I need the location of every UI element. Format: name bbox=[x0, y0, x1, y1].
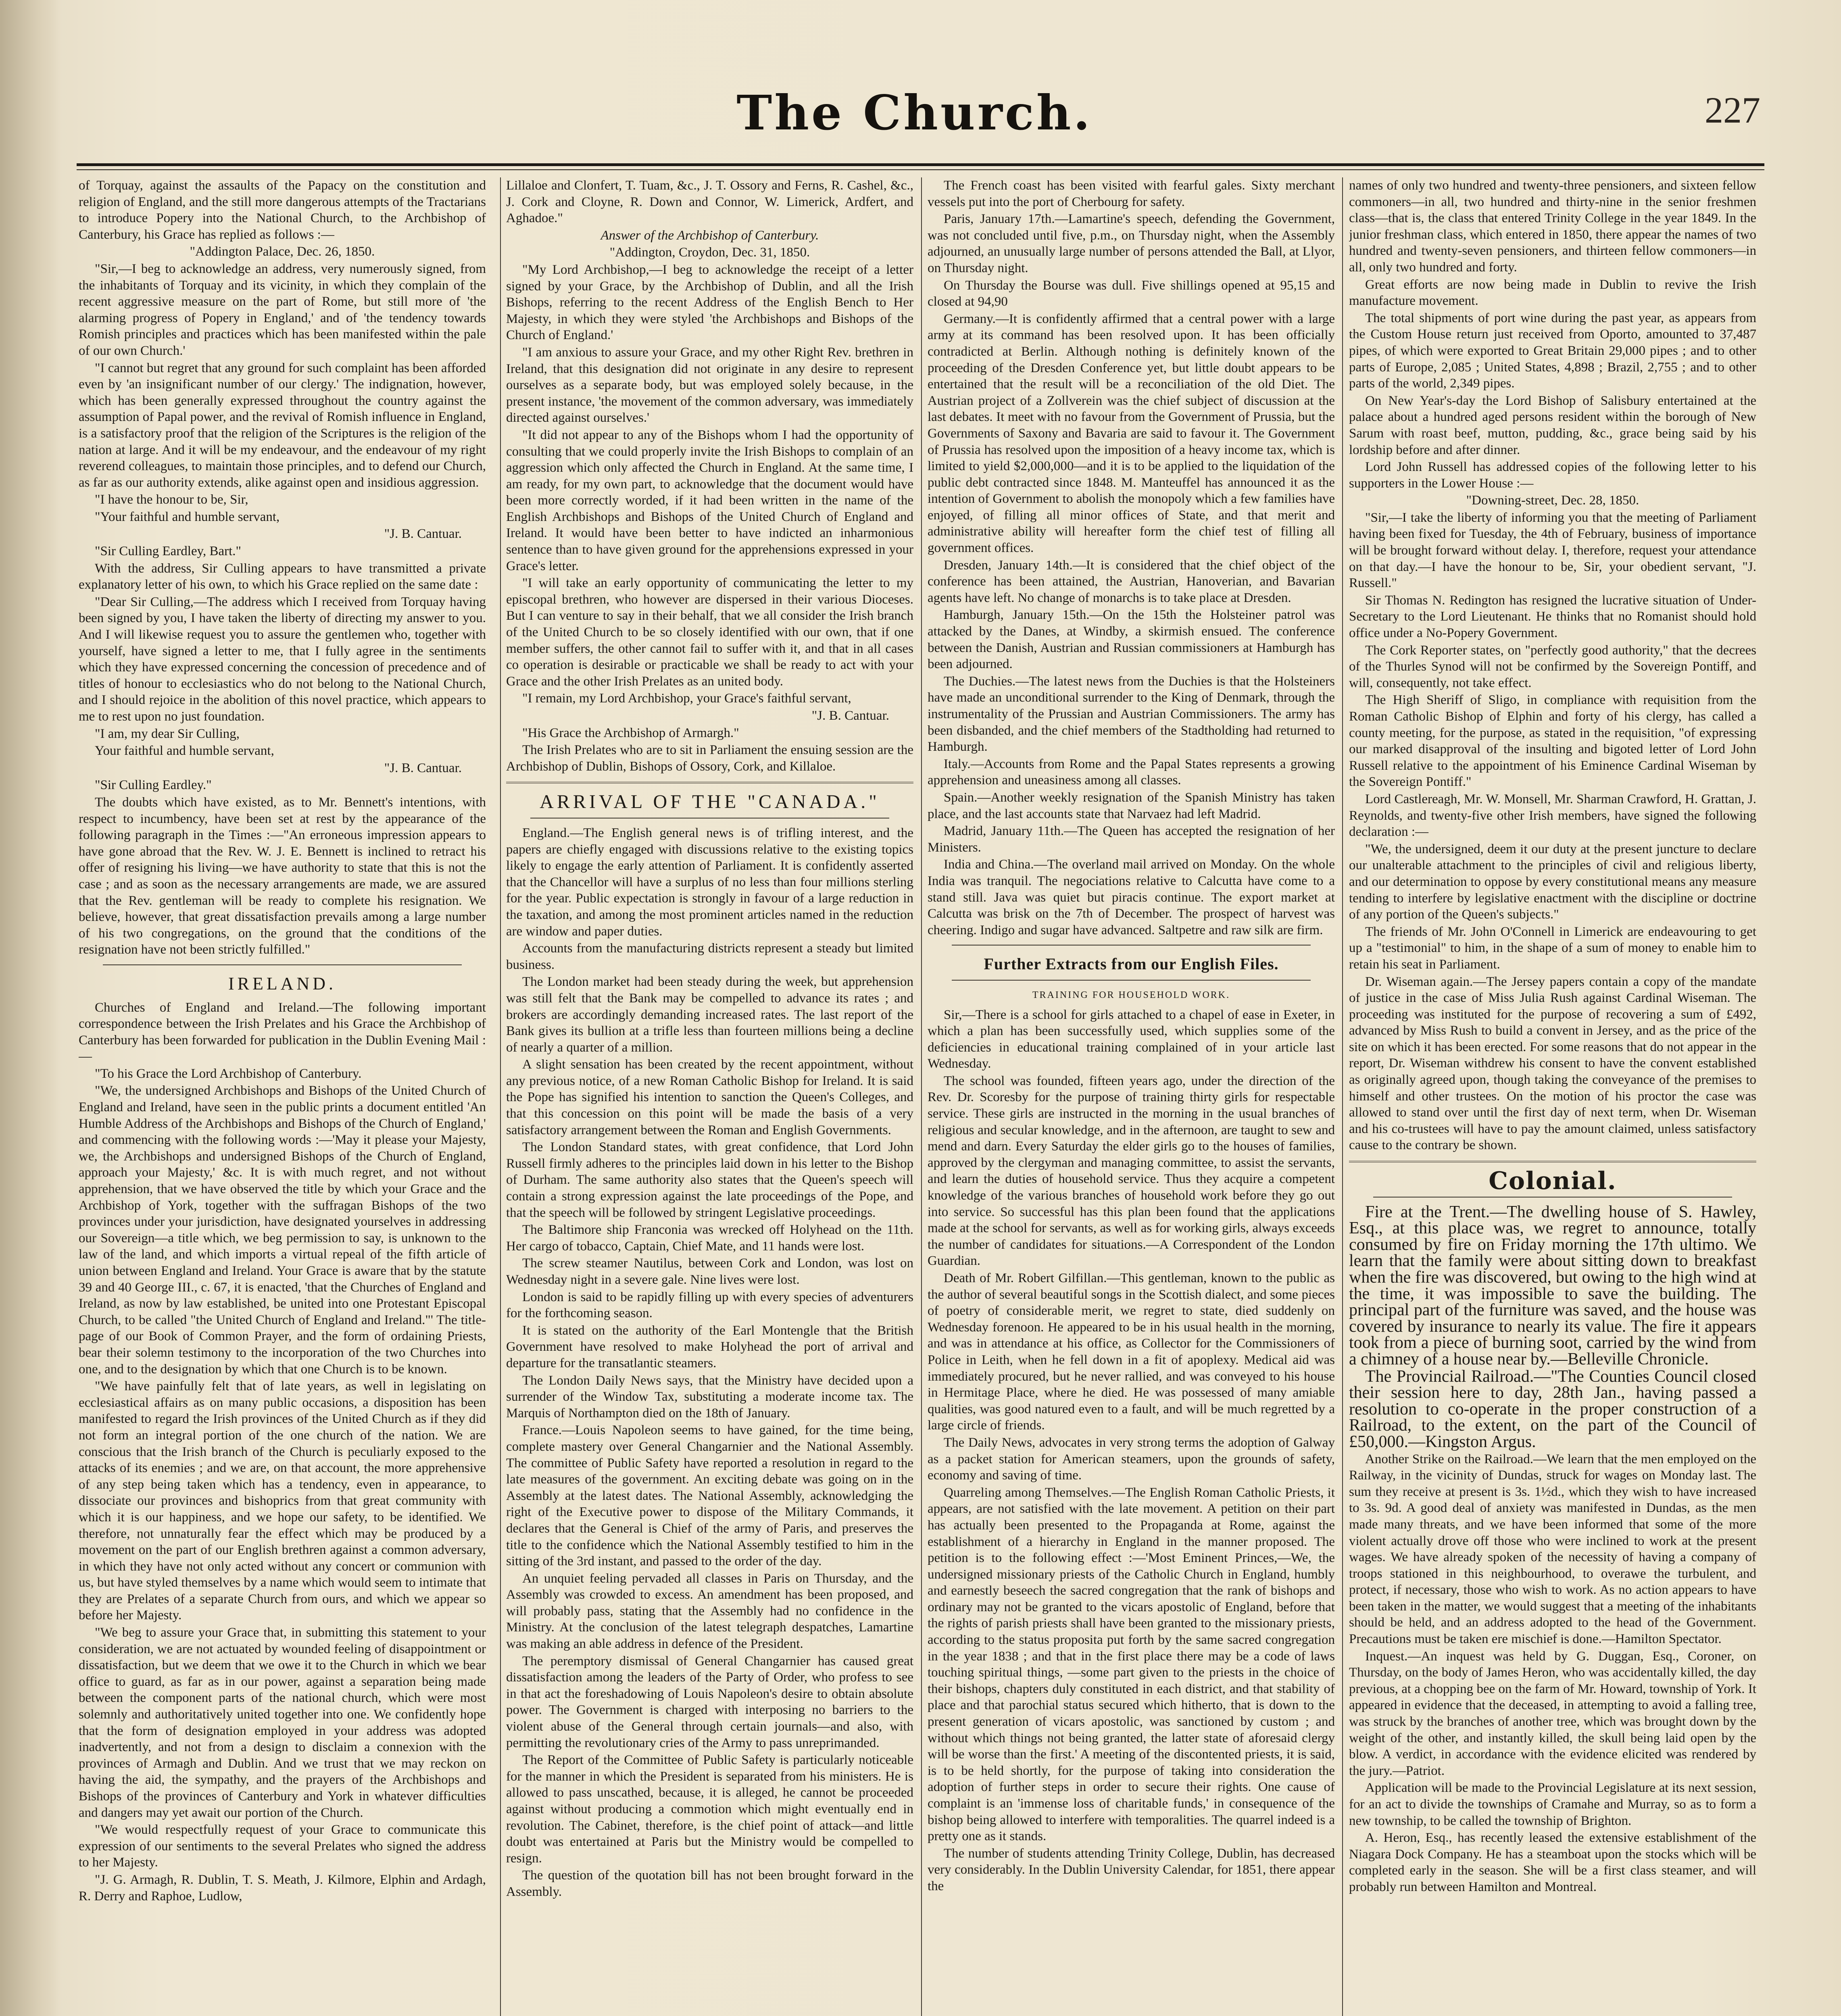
section-rule bbox=[952, 945, 1311, 946]
addressee: "His Grace the Archbishop of Armargh." bbox=[522, 725, 739, 740]
paragraph: The school was founded, fifteen years ago, under the direction of the Rev. Dr. Scoresby for the purpose of training thirty girls for respectable service. These girls are instructed in the morning in the usual branches of religious and secular knowledge, and in the afternoon, are taught to sew and mend and darn. Every Saturday the elder girls go to the houses of families, approved by the clergyman and managing committee, to assist the servants, and learn the duties of household service. Thus they acquire a competent knowledge of the various branches of household work before they go out into service. So successful has this plan been found that the applications made at the school for servants, as well as for working girls, always exceeds the number of candidates for situations.—A Correspondent of the London Guardian. bbox=[928, 1073, 1335, 1268]
paragraph: "We have painfully felt that of late years, as well in legislating on ecclesiastical affairs as on many public occasions, a disposition has been manifested to regard the Irish provinces of the United Church as if they did not form an integral portion of the one church of the nation. We are conscious that the Irish branch of the Church is peculiarly exposed to the attacks of its enemies ; and we are, on that account, the more apprehensive of any step being taken which has a tendency, even in appearance, to dissociate our provinces and bishoprics from that great community with which it is our happiness, and we hope our safety, to be identified. We therefore, not unnaturally fear the effect which may be produced by a movement on the part of our English brethren against a common adversary, in which they have not only acted without any concert or communion with us, but have styled themselves by a name which would seem to intimate that they are Prelates of a separate Church from ours, and which we appear so before her Majesty. bbox=[79, 1379, 486, 1623]
signature: "J. B. Cantuar. bbox=[811, 708, 889, 723]
paragraph: "I remain, my Lord Archbishop, your Grace's faithful servant, bbox=[522, 691, 851, 706]
column-4 bbox=[1349, 177, 1756, 2016]
paragraph: With the address, Sir Culling appears to have transmitted a private explanatory letter of his own, to which his Grace replied on the same date : bbox=[79, 561, 486, 592]
paragraph: England.—The English general news is of trifling interest, and the papers are chiefly engaged with discussions relative to the existing topics likely to engage the early attention of Parliament. It is confidently asserted that the Chancellor will have a surplus of no less than four millions sterling for the year. Public expectation is strongly in favour of a large reduction in the taxation, and among the most prominent articles named in the reduction are window and paper duties. bbox=[506, 825, 913, 939]
paragraph: The question of the quotation bill has not been brought forward in the Assembly. bbox=[506, 1868, 913, 1899]
paragraph: The Irish Prelates who are to sit in Parliament the ensuing session are the Archbishop of Dublin, Bishops of Ossory, Cork, and Killaloe. bbox=[506, 743, 913, 774]
paragraph: "We, the undersigned, deem it our duty at the present juncture to declare our unalterable attachment to the principles of civil and religious liberty, and our determination to oppose by every constitutional means any measure tending to interfere by legislative enactment with the discipline or doctrine of any portion of the Queen's subjects." bbox=[1349, 841, 1756, 922]
page-number: 227 bbox=[1705, 90, 1760, 131]
paragraph: "My Lord Archbishop,—I beg to acknowledge the receipt of a letter signed by your Grace, by the Archbishop of Dublin, and all the Irish Bishops, referring to the recent Address of the English Bench to Her Majesty, in which they were styled 'the Archbishops and Bishops of the Church of England.' bbox=[506, 262, 913, 343]
dateline: "Downing-street, Dec. 28, 1850. bbox=[1466, 493, 1639, 508]
paragraph: "We beg to assure your Grace that, in submitting this statement to your consideration, we are not actuated by wounded feeling of disappointment or dissatisfaction, but we deem that we owe it to the Church in which we bear office to guard, as far as in our power, against a separation being made between the component parts of the national church, which were most solemnly and authoritatively united together into one. We confidently hope that the form of designation employed in your address was adopted inadvertently, and not from a design to disclaim a connexion with the provinces of Armagh and Dublin. And we trust that we may reckon on having the aid, the sympathy, and the prayers of the Archbishops and Bishops of the provinces of Canterbury and York in whatever difficulties and dangers may yet await our portion of the Church. bbox=[79, 1625, 486, 1820]
paragraph: "I will take an early opportunity of communicating the letter to my episcopal brethren, who however are dispersed in their various Dioceses. But I can venture to say in their behalf, that we all consider the Irish branch of the United Church to be so closely identified with our own, that if one member suffers, the other cannot fail to suffer with it, and that in all cases co operation is desirable or practicable we shall be ready to act with your Grace and the other Irish Prelates as an united body. bbox=[506, 576, 913, 689]
paragraph: Dr. Wiseman again.—The Jersey papers contain a copy of the mandate of justice in the case of Miss Julia Rush against Cardinal Wiseman. The proceeding was instituted for the purpose of recovering a sum of £492, advanced by Miss Rush to build a convent in Jersey, and as the price of the site on which it has been erected. For some reasons that do not appear in the report, Dr. Wiseman withdrew his consent to have the convent established as originally agreed upon, though taking the conveyance of the premises to himself and other trustees. On the motion of his proctor the case was allowed to stand over until the first day of next term, when Dr. Wiseman and his co-trustees will have to pay the amount claimed, unless satisfactory cause to the contrary be shown. bbox=[1349, 974, 1756, 1153]
section-heading-colonial: Colonial. bbox=[1489, 1167, 1617, 1195]
paragraph: Germany.—It is confidently affirmed that a central power with a large army at its command has been resolved upon. It has been officially contradicted at Berlin. Although nothing is definitely known of the proceeding of the Dresden Conference yet, but little doubt appears to be entertained that the result will be a reconciliation of the old Diet. The Austrian project of a Zollverein was the chief subject of discussion at the last debates. It meet with no favour from the Government of Prussia, but the Governments of Saxony and Bavaria are said to favour it. The Government of Prussia has resolved upon the imposition of a heavy income tax, which is limited to yield $2,000,000—and it is to be applied to the liquidation of the public debt contracted since 1848. M. Manteuffel has announced it as the intention of Government to abolish the monopoly which a few families have enjoyed, of filling all minor offices of State, and that merit and administrative ability will hereafter form the chief test of filling all government offices. bbox=[928, 311, 1335, 556]
section-heading-canada: ARRIVAL OF THE "CANADA." bbox=[540, 791, 880, 813]
column-3 bbox=[928, 177, 1335, 2016]
paragraph: The Duchies.—The latest news from the Duchies is that the Holsteiners have made an unconditional surrender to the King of Denmark, through the instrumentality of the Prussian and Austrian Commissioners. The army has been disbanded, and the chief members of the Stadtholding had returned to Hamburgh. bbox=[928, 674, 1335, 754]
paragraph: Great efforts are now being made in Dublin to revive the Irish manufacture movement. bbox=[1349, 277, 1756, 308]
signatories: "J. G. Armagh, R. Dublin, T. S. Meath, J. Kilmore, Elphin and Ardagh, R. Derry and Raphoe, Ludlow, bbox=[79, 1872, 486, 1904]
paragraph: India and China.—The overland mail arrived on Monday. On the whole India was tranquil. The negociations relative to Calcutta have come to a stand still. Java was quiet but piracis continue. The export market at Calcutta was brisk on the 7th of December. The prospect of harvest was cheering. Indigo and sugar have advanced. Saltpetre and raw silk are firm. bbox=[928, 857, 1335, 937]
letter-closing: Your faithful and humble servant, bbox=[95, 744, 274, 758]
paragraph: A. Heron, Esq., has recently leased the extensive establishment of the Niagara Dock Company. He has a steamboat upon the stocks which will be completed early in the season. She will be a first class steamer, and will probably run between Hamilton and Montreal. bbox=[1349, 1831, 1756, 1894]
section-rule bbox=[1349, 1161, 1756, 1162]
paragraph: Sir,—There is a school for girls attached to a chapel of ease in Exeter, in which a plan has been successfully used, which supplies some of the deficiencies in educational training complained of in your article last Wednesday. bbox=[928, 1007, 1335, 1071]
section-rule bbox=[506, 782, 913, 783]
paragraph: Quarreling among Themselves.—The English Roman Catholic Priests, it appears, are not satisfied with the late movement. A petition on their part has actually been presented to the Propaganda at Rome, against the establishment of a hierarchy in England in the manner proposed. The petition is to the following effect :—'Most Eminent Princes,—We, the undersigned missionary priests of the Catholic Church in England, humbly and earnestly beseech the sacred congregation that the rank of bishops and ordinary may not be granted to the vicars apostolic of England, before that the rights of parish priests shall have been granted to the missionary priests, according to the status proposita put forth by the same sacred congregation in the year 1838 ; and that in the first place there may be a code of laws touching spiritual things, —some part given to the priests in the choice of their bishops, chapters duly constituted in each district, and that stability of place and that parochial status secured which hitherto, that is down to the present generation of vicars apostolic, was sanctioned by custom ; and without which things not being granted, the latter state of aforesaid clergy will be worse than the first.' A meeting of the discontented priests, it is said, is to be held shortly, for the purpose of taking into consideration the adoption of further steps in order to secure their rights. One cause of complaint is an 'immense loss of charitable funds,' in consequence of the bishop being allowed to interfere with temporalities. The quarrel indeed is a pretty one as it stands. bbox=[928, 1485, 1335, 1844]
subheading-answer: Answer of the Archbishop of Canterbury. bbox=[600, 228, 819, 243]
paragraph: Inquest.—An inquest was held by G. Duggan, Esq., Coroner, on Thursday, on the body of James Heron, who was accidentally killed, the day previous, at a chopping bee on the farm of Mr. Howard, township of York. It appeared in evidence that the deceased, in attempting to avoid a falling tree, was struck by the branches of another tree, which was brought down by the weight of the other, and instantly killed, the skull being laid open by the blow. A verdict, in accordance with the evidence elicited was rendered by the jury.—Patriot. bbox=[1349, 1649, 1756, 1778]
column-1 bbox=[79, 177, 486, 2016]
paragraph: Another Strike on the Railroad.—We learn that the men employed on the Railway, in the vicinity of Dundas, struck for wages on Monday last. The sum they receive at present is 3s. 1½d., which they wish to have increased to 3s. 9d. A good deal of anxiety was manifested in Dundas, as the men made many threats, and we have been informed that some of the more violent actually drove off those who were inclined to work at the present wages. We have already spoken of the necessity of having a company of troops stationed in this neighbourhood, to overawe the turbulent, and protect, if necessary, those who wish to work. As no action appears to have been taken in the matter, we would suggest that a meeting of the inhabitants should be held, and an address adopted to the head of the Government. Precautions must be taken ere mischief is done.—Hamilton Spectator. bbox=[1349, 1452, 1756, 1647]
paragraph: On Thursday the Bourse was dull. Five shillings opened at 95,15 and closed at 94,90 bbox=[928, 278, 1335, 309]
paragraph: "Sir,—I beg to acknowledge an address, very numerously signed, from the inhabitants of Torquay and its vicinity, in which they complain of the recent aggressive measure on the part of Rome, but still more of 'the alarming progress of Popery in England,' and of 'the tendency towards Romish principles and practices which has been manifested within the pale of our own Church.' bbox=[79, 261, 486, 358]
dateline: "Addington Palace, Dec. 26, 1850. bbox=[190, 244, 375, 259]
paragraph: Churches of England and Ireland.—The following important correspondence between the Irish Prelates and his Grace the Archbishop of Canterbury has been forwarded for publication in the Dublin Evening Mail :— bbox=[79, 1000, 486, 1064]
paragraph: Lord John Russell has addressed copies of the following letter to his supporters in the Lower House :— bbox=[1349, 460, 1756, 491]
addressee: "Sir Culling Eardley, Bart." bbox=[95, 544, 241, 559]
dateline: "Addington, Croydon, Dec. 31, 1850. bbox=[609, 245, 810, 260]
section-heading-ireland: IRELAND. bbox=[228, 973, 337, 993]
section-rule bbox=[1373, 1197, 1732, 1198]
letter-closing: "Your faithful and humble servant, bbox=[95, 509, 280, 524]
paragraph: "I cannot but regret that any ground for such complaint has been afforded even by 'an insignificant number of our clergy.' The indignation, however, which has been generally expressed throughout the country against the assumption of Papal power, and the revival of Romish influence in England, is a satisfactory proof that the religion of the Scriptures is the religion of the nation at large. And it will be my endeavour, and the endeavour of my right reverend colleagues, to maintain those principles, and to defend our Church, as far as our authority extends, alike against open and insidious aggression. bbox=[79, 360, 486, 490]
paragraph: "Sir,—I take the liberty of informing you that the meeting of Parliament having been fixed for Tuesday, the 4th of February, business of importance will be brought forward without delay. I, therefore, request your attendance on that day.—I have the honour to be, Sir, your obedient servant, "J. Russell." bbox=[1349, 510, 1756, 591]
paragraph: Italy.—Accounts from Rome and the Papal States represents a growing apprehension and uneasiness among all classes. bbox=[928, 756, 1335, 788]
paragraph: Sir Thomas N. Redington has resigned the lucrative situation of Under-Secretary to the Lord Lieutenant. He thinks that no Romanist should hold office under a No-Popery Government. bbox=[1349, 593, 1756, 641]
article-columns bbox=[79, 177, 1760, 2016]
newspaper-title: The Church. bbox=[736, 85, 1093, 141]
paragraph: Fire at the Trent.—The dwelling house of S. Hawley, Esq., at this place was, we regret to announce, totally consumed by fire on Friday morning the 17th ultimo. We learn that the family were about sitting down to breakfast when the fire was discovered, but owing to the high wind at the time, it was impossible to save the building. The principal part of the furniture was saved, and the house was covered by insurance to nearly its value. The fire it appears took from a piece of burning soot, carried by the wind from a chimney of a house near by.—Belleville Chronicle. bbox=[1349, 1202, 1756, 1368]
paragraph: Spain.—Another weekly resignation of the Spanish Ministry has taken place, and the last accounts state that Narvaez had left Madrid. bbox=[928, 790, 1335, 821]
paragraph: The screw steamer Nautilus, between Cork and London, was lost on Wednesday night in a severe gale. Nine lives were lost. bbox=[506, 1256, 913, 1287]
subheading bbox=[506, 227, 913, 244]
paragraph: Application will be made to the Provincial Legislature at its next session, for an act to divide the townships of Cramahe and Murray, so as to form a new township, to be called the township of Brighton. bbox=[1349, 1781, 1756, 1828]
paragraph: The doubts which have existed, as to Mr. Bennett's intentions, with respect to incumbency, have been set at rest by the appearance of the following paragraph in the Times :—"An erroneous impression appears to have gone abroad that the Rev. W. J. E. Bennett is inclined to retract his offer of resigning his living—we have authority to state that this is not the case ; and as soon as the necessary arrangements are made, we are assured that the Rev. gentleman will be ready to complete his resignation. We believe, however, that great dissatisfaction prevails among a large number of his two congregations, on the ground that the conditions of the resignation have not been strictly fulfilled." bbox=[79, 795, 486, 957]
column-2 bbox=[506, 177, 913, 2016]
signature: "J. B. Cantuar. bbox=[384, 760, 462, 775]
paragraph: Paris, January 17th.—Lamartine's speech, defending the Government, was not concluded until five, p.m., on Thursday night, when the Assembly adjourned, an unusually large number of persons attended the Ball, at Llyor, on Thursday night. bbox=[928, 212, 1335, 275]
paragraph: "We would respectfully request of your Grace to communicate this expression of our sentiments to the several Prelates who signed the address to her Majesty. bbox=[79, 1822, 486, 1870]
masthead bbox=[69, 85, 1760, 161]
paragraph: The total shipments of port wine during the past year, as appears from the Custom House return just received from Oporto, amounted to 37,487 pipes, of which were exported to Great Britain 29,000 pipes ; and to other parts of Europe, 2,085 ; United States, 4,898 ; Brazil, 2,755 ; and to other parts of the world, 2,349 pipes. bbox=[1349, 310, 1756, 391]
paragraph: A slight sensation has been created by the recent appointment, without any previous notice, of a new Roman Catholic Bishop for Ireland. It is said the Pope has signified his intention to sanction the Queen's Colleges, and that this concession on this point will be made the basis of a very satisfactory arrangement between the Roman and English Governments. bbox=[506, 1057, 913, 1137]
paragraph: The High Sheriff of Sligo, in compliance with requisition from the Roman Catholic Bishop of Elphin and forty of his clergy, has called a county meeting, for the purpose, as stated in the requisition, "of expressing our marked disapproval of the insulting and bigoted letter of Lord John Russell relative to the appointment of his Eminence Cardinal Wiseman by the Sovereign Pontiff." bbox=[1349, 693, 1756, 789]
paragraph: The Cork Reporter states, on "perfectly good authority," that the decrees of the Thurles Synod will not be confirmed by the Sovereign Pontiff, and will, consequently, not take effect. bbox=[1349, 643, 1756, 690]
page-gutter-shadow bbox=[0, 0, 60, 2016]
letter-closing: "I have the honour to be, Sir, bbox=[95, 492, 248, 507]
paragraph: An unquiet feeling pervaded all classes in Paris on Thursday, and the Assembly was crowded to excess. An amendment has been proposed, and will probably pass, stating that the Assembly had no confidence in the Ministry. At the conclusion of the latest telegraph despatches, Lamartine was making an able address in defence of the President. bbox=[506, 1571, 913, 1652]
paragraph: Hamburgh, January 15th.—On the 15th the Holsteiner patrol was attacked by the Danes, at Windby, a skirmish ensued. The conference between the Danish, Austrian and Russian commissioners at Hamburgh has been adjourned. bbox=[928, 608, 1335, 672]
paragraph: The Baltimore ship Franconia was wrecked off Holyhead on the 11th. Her cargo of tobacco, Captain, Chief Mate, and 11 hands were lost. bbox=[506, 1223, 913, 1254]
signature: "J. B. Cantuar. bbox=[384, 527, 462, 541]
paragraph: Dresden, January 14th.—It is considered that the chief object of the conference has been attained, the Austrian, Hanoverian, and Bavarian agents have left. No change of monarchs is to take place at Dresden. bbox=[928, 558, 1335, 605]
signatories: Lillaloe and Clonfert, T. Tuam, &c., J. T. Ossory and Ferns, R. Cashel, &c., J. Cork and Cloyne, R. Down and Connor, W. Limerick, Ardfert, and Aghadoe." bbox=[506, 178, 913, 226]
paragraph: The London market had been steady during the week, but apprehension was still felt that the Bank may be compelled to advance its rates ; and brokers are accordingly demanding increased rates. The last report of the Bank gives its bullion at a trifle less than fourteen millions being a decline of nearly a quarter of a million. bbox=[506, 975, 913, 1055]
paragraph: Madrid, January 11th.—The Queen has accepted the resignation of her Ministers. bbox=[928, 824, 1335, 855]
paragraph: The London Standard states, with great confidence, that Lord John Russell firmly adheres to the principles laid down in his letter to the Bishop of Durham. The same authority also states that the Queen's speech will contain a strong expression against the late proceedings of the Pope, and that the speech will be followed by stringent Legislative proceedings. bbox=[506, 1140, 913, 1220]
paragraph: The Daily News, advocates in very strong terms the adoption of Galway as a packet station for American steamers, upon the grounds of safety, economy and saving of time. bbox=[928, 1435, 1335, 1483]
paragraph: Death of Mr. Robert Gilfillan.—This gentleman, known to the public as the author of several beautiful songs in the Scottish dialect, and some pieces of poetry of considerable merit, we regret to state, died suddenly on Wednesday forenoon. He appeared to be in his usual health in the morning, and was in attendance at his office, as Collector for the Commissioners of Police in Leith, when he fell down in a fit of apoplexy. Medical aid was immediately procured, but he never rallied, and was conveyed to his house in Hermitage Place, where he died. He was possessed of many amiable qualities, was good natured even to a fault, and will be much regretted by a large circle of friends. bbox=[928, 1271, 1335, 1433]
paragraph: On New Year's-day the Lord Bishop of Salisbury entertained at the palace about a hundred aged persons resident within the borough of New Sarum with roast beef, mutton, pudding, &c., grace being said by his lordship before and after dinner. bbox=[1349, 393, 1756, 457]
paragraph: London is said to be rapidly filling up with every species of adventurers for the forthcoming season. bbox=[506, 1289, 913, 1321]
paragraph: The Report of the Committee of Public Safety is particularly noticeable for the manner in which the President is separated from his ministers. He is allowed to pass unscathed, because, it is alleged, he cannot be proceeded against without producing a commotion which might eventually end in revolution. The Cabinet, therefore, is the chief point of attack—and little doubt was entertained at Paris but the Ministry would be compelled to resign. bbox=[506, 1753, 913, 1866]
addressee: "Sir Culling Eardley." bbox=[95, 778, 212, 793]
paragraph: The London Daily News says, that the Ministry have decided upon a surrender of the Window Tax, substituting a moderate income tax. The Marquis of Northampton died on the 18th of January. bbox=[506, 1373, 913, 1420]
letter-closing: "I am, my dear Sir Culling, bbox=[95, 726, 240, 741]
paragraph: The number of students attending Trinity College, Dublin, has decreased very considerably. In the Dublin University Calendar, for 1851, there appear the bbox=[928, 1846, 1335, 1893]
paragraph: Accounts from the manufacturing districts represent a steady but limited business. bbox=[506, 941, 913, 972]
paragraph: "It did not appear to any of the Bishops whom I had the opportunity of consulting that we could properly invite the Irish Bishops to complain of an aggression which only affected the Church in England. At the same time, I am ready, for my own part, to acknowledge that the document would have been more correctly worded, if it had been written in the name of the English Archbishops and Bishops of the United Church of England and Ireland. It would have been better to have indicted an inharmonious sentence than to have given ground for the apprehensions expressed in your Grace's letter. bbox=[506, 427, 913, 573]
paragraph: It is stated on the authority of the Earl Montengle that the British Government have resolved to make Holyhead the port of arrival and departure for the transatlantic steamers. bbox=[506, 1323, 913, 1370]
paragraph: names of only two hundred and twenty-three pensioners, and sixteen fellow commoners—in all, two hundred and thirty-nine in the senior freshmen class—that is, the class that entered Trinity College in the year 1849. In the junior freshman class, which entered in 1850, there appear the names of two hundred and twenty-seven pensioners, and thirteen fellow commoners—in all, only two hundred and forty. bbox=[1349, 178, 1756, 275]
masthead-rule bbox=[77, 163, 1764, 166]
section-rule bbox=[952, 980, 1311, 981]
paragraph: "I am anxious to assure your Grace, and my other Right Rev. brethren in Ireland, that this designation did not originate in any desire to represent ourselves as a separate body, but was employed solely because, in the present instance, 'the movement of the common adversary, was immediately directed against ourselves.' bbox=[506, 345, 913, 425]
paragraph: The Provincial Railroad.—"The Counties Council closed their session here to day, 28th Jan., having passed a resolution to co-operate in the proper construction of a Railroad, to the extent, on the part of the Council of £50,000.—Kingston Argus. bbox=[1349, 1367, 1756, 1451]
section-rule bbox=[103, 964, 462, 965]
paragraph: The friends of Mr. John O'Connell in Limerick are endeavouring to get up a "testimonial" to him, in the shape of a sum of money to enable him to retain his seat in Parliament. bbox=[1349, 924, 1756, 972]
letter-salutation: "To his Grace the Lord Archbishop of Canterbury. bbox=[95, 1066, 362, 1081]
masthead-rule-thin bbox=[77, 169, 1764, 170]
paragraph: France.—Louis Napoleon seems to have gained, for the time being, complete mastery over General Changarnier and the National Assembly. The committee of Public Safety have reported a resolution in regard to the late measures of the government. An exciting debate was going on in the Assembly at the latest dates. The National Assembly, acknowledging the right of the Executive power to dispose of the Military Commands, it declares that the General is Chief of the army of Paris, and preserves the title to the confidence which the National Assembly testified to him in the sitting of the 3rd instant, and passed to the order of the day. bbox=[506, 1423, 913, 1569]
paragraph: The French coast has been visited with fearful gales. Sixty merchant vessels put into the port of Cherbourg for safety. bbox=[928, 178, 1335, 209]
subheading-training: TRAINING FOR HOUSEHOLD WORK. bbox=[1032, 989, 1230, 1000]
paragraph: "We, the undersigned Archbishops and Bishops of the United Church of England and Ireland, have seen in the public prints a document entitled 'An Humble Address of the Archbishops and Bishops of the Church of England,' and commencing with the following words :—'May it please your Majesty, we, the Archbishops and undersigned Bishops of the Church of England, approach your Majesty,' &c. It is with much regret, and not without apprehension, that we have observed the title by which your Grace and the Archbishop of York, together with the suffragan Bishops of the two provinces under your jurisdiction, have designated yourselves in addressing our Sovereign—a title which, we beg permission to say, is unknown to the law of the land, and which imports a virtual repeal of the fifth article of union between England and Ireland. Your Grace is aware that by the statute 39 and 40 George III., c. 67, it is enacted, 'that the Churches of England and Ireland, as now by law established, be united into one Protestant Episcopal Church, to be called "the United Church of England and Ireland."' The title-page of our Book of Common Prayer, and the form of ordaining Priests, bear their solemn testimony to the incorporation of the two Churches into one, and to the designation by which that one Church is to be known. bbox=[79, 1083, 486, 1377]
paragraph: "Dear Sir Culling,—The address which I received from Torquay having been signed by you, I have taken the liberty of directing my answer to you. And I will likewise request you to assure the gentlemen who, together with yourself, have signed a letter to me, that I fully agree in the sentiments which they have expressed concerning the concession of precedence and of titles of honour to ecclesiastics who do not belong to the National Church, and I should rejoice in the abolition of this novel practice, which appears to me to rest upon no just foundation. bbox=[79, 594, 486, 724]
paragraph: Lord Castlereagh, Mr. W. Monsell, Mr. Sharman Crawford, H. Grattan, J. Reynolds, and twenty-five other Irish members, have signed the following declaration :— bbox=[1349, 791, 1756, 839]
paragraph: The peremptory dismissal of General Changarnier has caused great dissatisfaction among the leaders of the Party of Order, who profess to see in that act the foreshadowing of Louis Napoleon's desire to obtain absolute power. The Government is charged with interposing no barriers to the violent abuse of the General through certain journals—and also, with permitting the revolutionary cries of the Army to pass unreprimanded. bbox=[506, 1654, 913, 1750]
paragraph: of Torquay, against the assaults of the Papacy on the constitution and religion of England, and the still more dangerous attempts of the Tractarians to introduce Popery into the National Church, to the Archbishop of Canterbury, his Grace has replied as follows :— bbox=[79, 178, 486, 242]
section-heading-extracts: Further Extracts from our English Files. bbox=[984, 955, 1279, 973]
